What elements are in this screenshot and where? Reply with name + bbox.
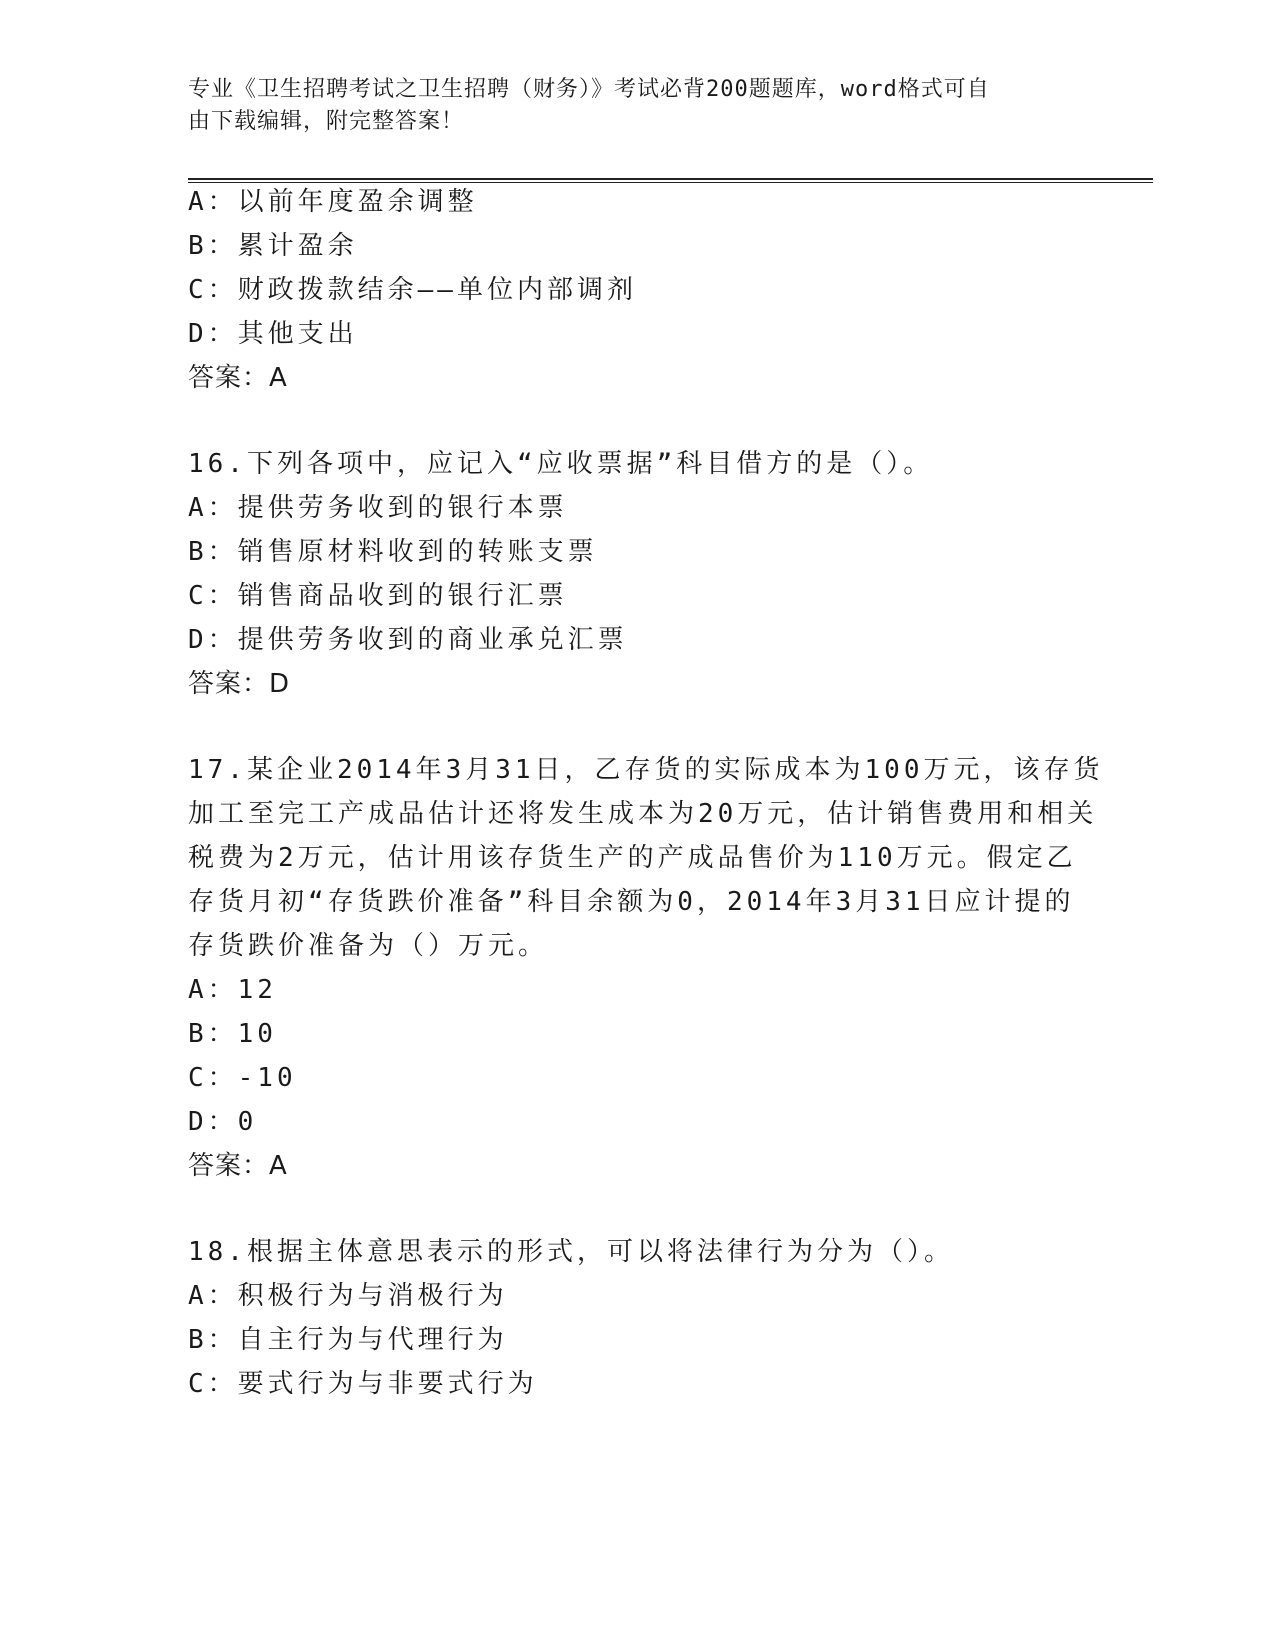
q15-option-c: C：财政拨款结余——单位内部调剂 <box>188 275 637 305</box>
header-divider <box>188 178 1153 183</box>
header-line-2: 由下载编辑，附完整答案！ <box>188 109 465 134</box>
q17-stem-line-4: 存货月初“存货跌价准备”科目余额为0，2014年3月31日应计提的 <box>188 887 1075 917</box>
q16-answer: 答案：D <box>188 669 291 699</box>
q17-stem-line-1: 17.某企业2014年3月31日，乙存货的实际成本为100万元，该存货 <box>188 755 1104 785</box>
header-line-1: 专业《卫生招聘考试之卫生招聘（财务）》考试必背200题题库，word格式可自 <box>188 77 990 102</box>
q17-stem-line-3: 税费为2万元，估计用该存货生产的产成品售价为110万元。假定乙 <box>188 843 1077 873</box>
q15-answer: 答案：A <box>188 363 288 393</box>
q15-option-a: A：以前年度盈余调整 <box>188 187 478 217</box>
q15-option-b: B：累计盈余 <box>188 231 358 261</box>
q16-option-d: D：提供劳务收到的商业承兑汇票 <box>188 625 628 655</box>
q16-stem: 16.下列各项中，应记入“应收票据”科目借方的是（）。 <box>188 449 934 479</box>
q18-option-b: B：自主行为与代理行为 <box>188 1325 508 1355</box>
q17-option-d: D：0 <box>188 1107 258 1137</box>
q18-option-c: C：要式行为与非要式行为 <box>188 1369 538 1399</box>
q17-stem-line-5: 存货跌价准备为（）万元。 <box>188 931 549 961</box>
q16-option-b: B：销售原材料收到的转账支票 <box>188 537 598 567</box>
q17-stem-line-2: 加工至完工产成品估计还将发生成本为20万元，估计销售费用和相关 <box>188 799 1098 829</box>
q18-option-a: A：积极行为与消极行为 <box>188 1281 508 1311</box>
q17-answer: 答案：A <box>188 1151 288 1181</box>
q16-option-c: C：销售商品收到的银行汇票 <box>188 581 568 611</box>
q17-option-c: C：-10 <box>188 1063 297 1093</box>
q18-stem: 18.根据主体意思表示的形式，可以将法律行为分为（）。 <box>188 1237 954 1267</box>
q16-option-a: A：提供劳务收到的银行本票 <box>188 493 568 523</box>
q17-option-b: B：10 <box>188 1019 277 1049</box>
q17-option-a: A：12 <box>188 975 277 1005</box>
document-header <box>188 74 1068 138</box>
q15-option-d: D：其他支出 <box>188 319 358 349</box>
